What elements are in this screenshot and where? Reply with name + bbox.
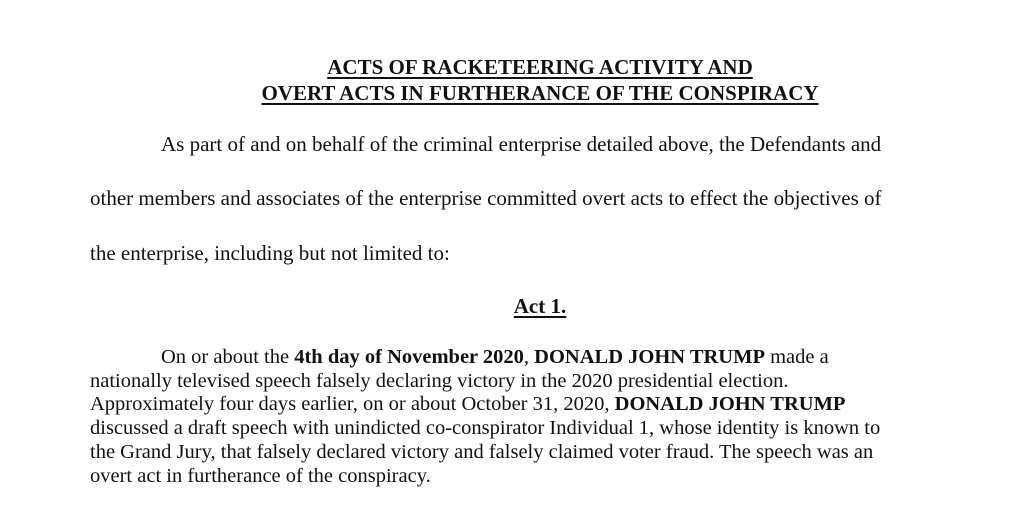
act-paragraph-line-2: nationally televised speech falsely declaring victory in the 2020 presidential election.	[90, 370, 789, 392]
act-date-bold: 4th day of November 2020	[294, 346, 524, 368]
act-paragraph-line-5: the Grand Jury, that falsely declared victory and falsely claimed voter fraud. The speech was an	[90, 441, 874, 463]
act-paragraph-line-1	[161, 346, 829, 368]
intro-paragraph-line-2: other members and associates of the enterprise committed overt acts to effect the objectives of	[90, 186, 882, 210]
defendant-name-bold: DONALD JOHN TRUMP	[614, 393, 846, 415]
act-paragraph-line-3	[90, 393, 845, 415]
act-text: ,	[523, 346, 535, 368]
act-text: On or about the	[161, 346, 295, 368]
defendant-name-bold: DONALD JOHN TRUMP	[534, 346, 765, 368]
intro-paragraph-line-1: As part of and on behalf of the criminal enterprise detailed above, the Defendants and	[161, 132, 882, 156]
act-text: made a	[764, 346, 829, 368]
intro-paragraph-line-3: the enterprise, including but not limited to:	[90, 241, 450, 265]
section-heading-line-2: OVERT ACTS IN FURTHERANCE OF THE CONSPIRACY	[261, 81, 819, 105]
act-title: Act 1.	[513, 294, 567, 318]
act-text: Approximately four days earlier, on or about October 31, 2020,	[90, 393, 615, 415]
section-heading-line-1: ACTS OF RACKETEERING ACTIVITY AND	[327, 55, 753, 79]
act-paragraph-line-6: overt act in furtherance of the conspiracy.	[90, 465, 431, 487]
act-paragraph-line-4: discussed a draft speech with unindicted co-conspirator Individual 1, whose identity is known to	[90, 417, 881, 439]
